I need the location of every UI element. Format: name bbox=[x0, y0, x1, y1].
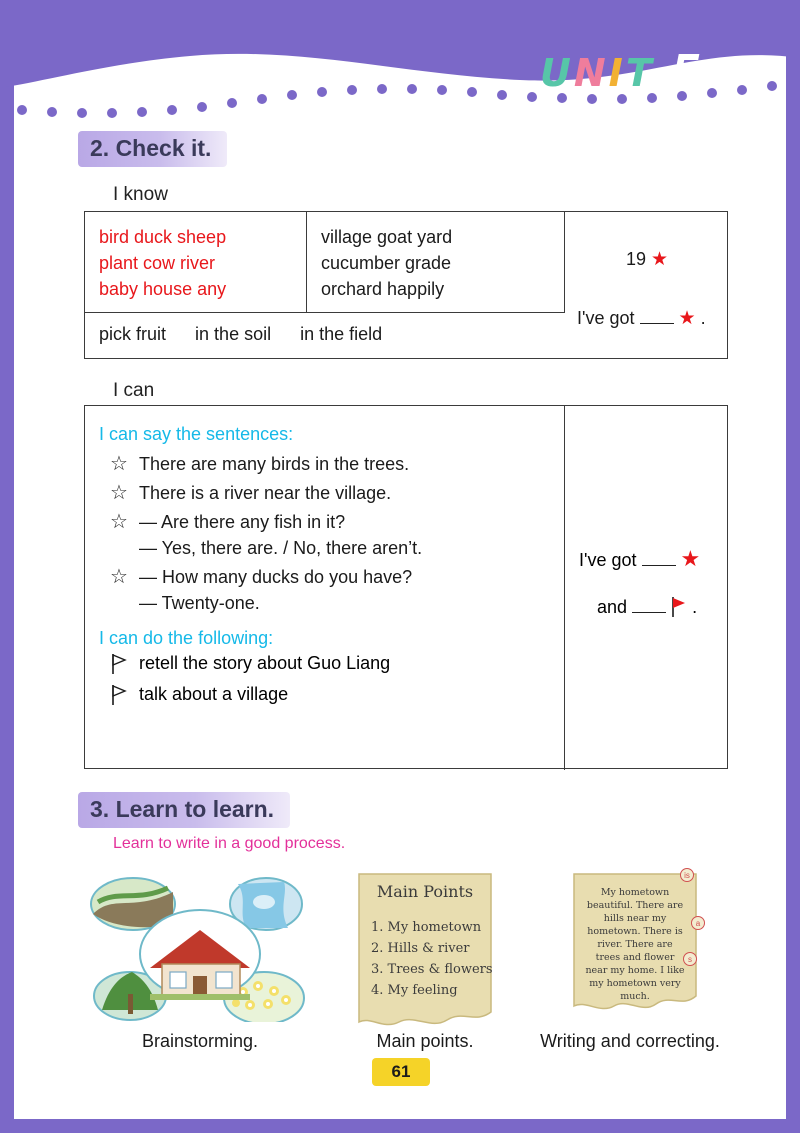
star-icon: ★ bbox=[651, 249, 669, 270]
main-points-item: 4. My feeling bbox=[371, 983, 458, 998]
i-can-star-blank[interactable] bbox=[642, 565, 676, 566]
main-points-item: 3. Trees & flowers bbox=[371, 962, 493, 977]
i-can-sentence-item bbox=[99, 451, 564, 477]
writing-correcting-figure bbox=[570, 872, 700, 1017]
i-can-sentence-text bbox=[139, 480, 391, 506]
i-can-task-item bbox=[99, 653, 564, 680]
page-border-left bbox=[0, 0, 14, 1133]
correction-mark-2: a bbox=[691, 916, 705, 930]
flag-outline-icon bbox=[99, 653, 139, 680]
i-can-table bbox=[84, 405, 728, 769]
page-border-bottom bbox=[0, 1119, 800, 1133]
flag-red-icon bbox=[671, 597, 692, 617]
flag-red-icon-svg bbox=[671, 596, 687, 618]
i-can-task-text: talk about a village bbox=[139, 684, 289, 704]
page-border-right bbox=[786, 0, 800, 1133]
i-can-flag-blank[interactable] bbox=[632, 612, 666, 613]
i-know-red-words bbox=[85, 212, 307, 312]
i-can-label: I can bbox=[113, 380, 155, 401]
star-outline-icon: ☆ bbox=[110, 482, 128, 504]
i-can-sentence-text bbox=[139, 451, 409, 477]
i-know-phrase-1: pick fruit bbox=[99, 324, 167, 344]
i-know-score-total: 19 bbox=[625, 249, 646, 269]
brainstorming-figure bbox=[88, 872, 313, 1022]
i-can-sentence-line: There are many birds in the trees. bbox=[139, 454, 410, 474]
i-can-task-text: retell the story about Guo Liang bbox=[139, 653, 391, 673]
i-can-got-flag-row bbox=[565, 596, 729, 618]
star-outline-icon: ☆ bbox=[110, 511, 128, 533]
i-know-black-line-3: orchard happily bbox=[321, 279, 445, 299]
i-can-and-label: and bbox=[597, 597, 628, 617]
i-know-label: I know bbox=[113, 184, 168, 205]
correction-mark-3: s bbox=[683, 952, 697, 966]
i-know-phrase-2: in the soil bbox=[195, 324, 272, 344]
i-know-red-line-1: bird duck sheep bbox=[99, 227, 227, 247]
i-can-sentence-line: — How many ducks do you have? bbox=[139, 567, 413, 587]
i-know-got-suffix: . bbox=[700, 308, 706, 328]
i-know-row-phrases bbox=[85, 312, 565, 358]
main-points-figure bbox=[355, 872, 495, 1035]
main-points-list bbox=[355, 901, 495, 1001]
flag-outline-icon bbox=[99, 684, 139, 711]
page-header bbox=[0, 0, 800, 125]
main-points-title: Main Points bbox=[376, 882, 474, 901]
i-know-black-words bbox=[307, 212, 565, 312]
i-can-got-star-row bbox=[565, 546, 729, 572]
i-can-sentence-line: — Twenty-one. bbox=[139, 593, 260, 613]
i-can-do-heading: I can do the following: bbox=[99, 628, 274, 648]
correction-mark-1: is bbox=[680, 868, 694, 882]
unit-number: 5 bbox=[670, 46, 705, 97]
unit-title-text: UNIT bbox=[540, 51, 655, 95]
i-know-got-row bbox=[565, 307, 729, 330]
i-can-sentence-line: — Are there any fish in it? bbox=[139, 512, 346, 532]
main-points-item: 2. Hills & river bbox=[371, 941, 470, 956]
i-can-sentence-line: — Yes, there are. / No, there aren’t. bbox=[139, 538, 423, 558]
star-icon: ★ bbox=[680, 546, 701, 571]
i-know-score-blank[interactable] bbox=[640, 323, 674, 324]
section-heading-learn-to-learn: 3. Learn to learn. bbox=[78, 792, 290, 828]
flag-outline-icon-svg bbox=[111, 684, 127, 706]
learn-to-learn-note: Learn to write in a good process. bbox=[113, 835, 346, 852]
i-can-sentence-item bbox=[99, 564, 564, 616]
star-outline-icon: ☆ bbox=[110, 566, 128, 588]
page-number-badge: 61 bbox=[372, 1058, 430, 1086]
i-can-sentence-item bbox=[99, 509, 564, 561]
i-can-got-label: I've got bbox=[579, 550, 637, 570]
main-points-note-content bbox=[355, 872, 495, 1001]
i-know-black-line-2: cucumber grade bbox=[321, 253, 452, 273]
brainstorming-illustration bbox=[88, 872, 313, 1022]
main-points-caption: Main points. bbox=[376, 1031, 474, 1051]
i-know-red-line-3: baby house any bbox=[99, 279, 227, 299]
i-can-say-heading: I can say the sentences: bbox=[99, 424, 294, 444]
i-know-phrase-3: in the field bbox=[300, 324, 383, 344]
i-can-sentence-line: There is a river near the village. bbox=[139, 483, 392, 503]
i-can-sentence-text bbox=[139, 564, 412, 616]
unit-title bbox=[540, 46, 705, 97]
section-heading-check-it: 2. Check it. bbox=[78, 131, 227, 167]
i-can-content bbox=[85, 406, 565, 770]
i-can-sentence-item bbox=[99, 480, 564, 506]
star-icon: ★ bbox=[678, 308, 696, 329]
i-know-red-line-2: plant cow river bbox=[99, 253, 216, 273]
i-know-black-line-1: village goat yard bbox=[321, 227, 453, 247]
writing-correcting-caption: Writing and correcting. bbox=[540, 1031, 720, 1051]
i-can-sentence-text bbox=[139, 509, 422, 561]
brainstorming-caption: Brainstorming. bbox=[141, 1031, 259, 1051]
draft-text: My hometown beautiful. There are hills near my hometown. There is river. There are trees and flower near my home. I like my hometown very much. bbox=[585, 887, 685, 1002]
star-outline-icon: ☆ bbox=[110, 453, 128, 475]
i-can-score-cell bbox=[565, 406, 729, 770]
i-can-got-suffix: . bbox=[692, 597, 698, 617]
flag-outline-icon-svg bbox=[111, 653, 127, 675]
i-know-score-cell bbox=[565, 212, 729, 360]
main-points-item: 1. My hometown bbox=[371, 920, 482, 935]
i-know-table bbox=[84, 211, 728, 359]
i-can-task-item bbox=[99, 684, 564, 711]
i-know-score-total-row bbox=[565, 248, 729, 271]
i-know-got-label: I've got bbox=[577, 308, 635, 328]
